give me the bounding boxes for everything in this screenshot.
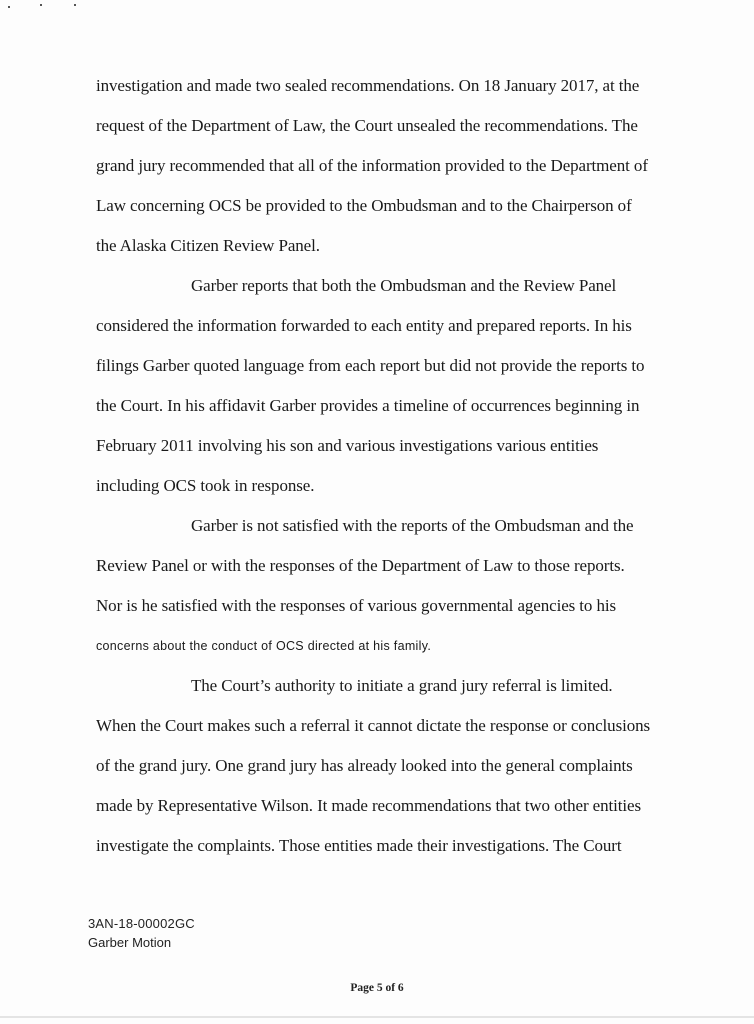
text-line: made by Representative Wilson. It made recommendations that two other entities	[96, 796, 641, 815]
text-line: concerns about the conduct of OCS directed at his family.	[96, 639, 432, 653]
text-line: the Court. In his affidavit Garber provides a timeline of occurrences beginning in	[96, 396, 640, 415]
text-line: the Alaska Citizen Review Panel.	[96, 236, 320, 255]
text-line: The Court’s authority to initiate a grand jury referral is limited.	[191, 676, 613, 695]
scan-speck	[8, 6, 10, 8]
case-title: Garber Motion	[88, 935, 172, 950]
text-line: investigate the complaints. Those entities made their investigations. The Court	[96, 836, 622, 855]
paragraph	[96, 266, 676, 506]
paragraph	[96, 666, 676, 866]
text-line: including OCS took in response.	[96, 476, 315, 495]
case-number: 3AN-18-00002GC	[88, 916, 195, 931]
text-line: investigation and made two sealed recommendations. On 18 January 2017, at the	[96, 76, 640, 95]
body-text	[96, 72, 676, 866]
scan-speck	[74, 4, 76, 6]
case-info	[88, 914, 195, 952]
text-line: Review Panel or with the responses of the Department of Law to those reports.	[96, 556, 625, 575]
text-line: Garber reports that both the Ombudsman and the Review Panel	[191, 276, 617, 295]
paragraph	[96, 506, 676, 666]
text-line: February 2011 involving his son and various investigations various entities	[96, 436, 599, 455]
scan-speck	[40, 4, 42, 6]
text-line: filings Garber quoted language from each report but did not provide the reports to	[96, 356, 645, 375]
text-line: request of the Department of Law, the Court unsealed the recommendations. The	[96, 116, 638, 135]
scan-edge	[0, 1016, 754, 1018]
text-line: Garber is not satisfied with the reports of the Ombudsman and the	[191, 516, 634, 535]
text-line: of the grand jury. One grand jury has already looked into the general complaints	[96, 756, 633, 775]
text-line: considered the information forwarded to each entity and prepared reports. In his	[96, 316, 632, 335]
text-line: When the Court makes such a referral it cannot dictate the response or conclusions	[96, 716, 651, 735]
page-number: Page 5 of 6	[350, 982, 404, 994]
text-line: Nor is he satisfied with the responses of various governmental agencies to his	[96, 596, 617, 615]
text-line: Law concerning OCS be provided to the Ombudsman and to the Chairperson of	[96, 196, 632, 215]
text-line: grand jury recommended that all of the information provided to the Department of	[96, 156, 648, 175]
paragraph	[96, 66, 676, 266]
